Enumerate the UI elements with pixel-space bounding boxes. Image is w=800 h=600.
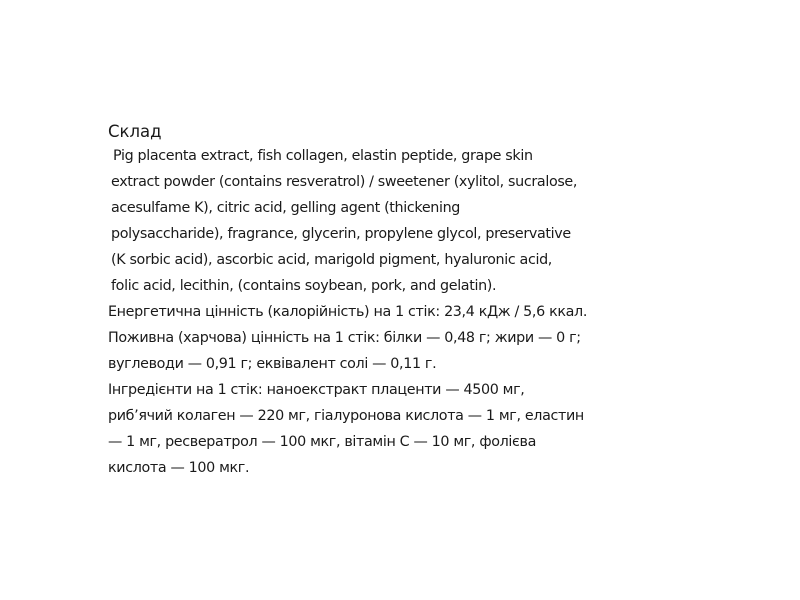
nutrition-value <box>108 325 708 377</box>
composition-line: folic acid, lecithin, (contains soybean, pork, and gelatin). <box>111 278 497 294</box>
ingredients-line: — 1 мг, ресвератрол — 100 мкг, вітамін С — 10 мг, фолієва <box>108 434 536 450</box>
composition-text <box>108 143 708 299</box>
ingredients-line: риб’ячий колаген — 220 мг, гіалуронова кислота — 1 мг, еластин <box>108 408 584 424</box>
energy-line: Енергетична цінність (калорійність) на 1 стік: 23,4 кДж / 5,6 ккал. <box>108 304 588 320</box>
composition-line: extract powder (contains resveratrol) / sweetener (xylitol, sucralose, <box>111 174 578 190</box>
section-title: Склад <box>108 122 162 141</box>
nutrition-line: Поживна (харчова) цінність на 1 стік: білки — 0,48 г; жири — 0 г; <box>108 330 581 346</box>
ingredients-per-stick <box>108 377 708 481</box>
composition-line: (K sorbic acid), ascorbic acid, marigold pigment, hyaluronic acid, <box>111 252 552 268</box>
composition-line: acesulfame K), citric acid, gelling agent (thickening <box>111 200 461 216</box>
composition-line: polysaccharide), fragrance, glycerin, propylene glycol, preservative <box>111 226 571 242</box>
nutrition-line: вуглеводи — 0,91 г; еквівалент солі — 0,11 г. <box>108 356 437 372</box>
ingredients-line: кислота — 100 мкг. <box>108 460 250 476</box>
ingredients-line: Інгредієнти на 1 стік: наноекстракт плаценти — 4500 мг, <box>108 382 525 398</box>
composition-line: Pig placenta extract, fish collagen, elastin peptide, grape skin <box>113 148 533 164</box>
energy-value <box>108 299 708 325</box>
composition-section <box>108 121 708 481</box>
